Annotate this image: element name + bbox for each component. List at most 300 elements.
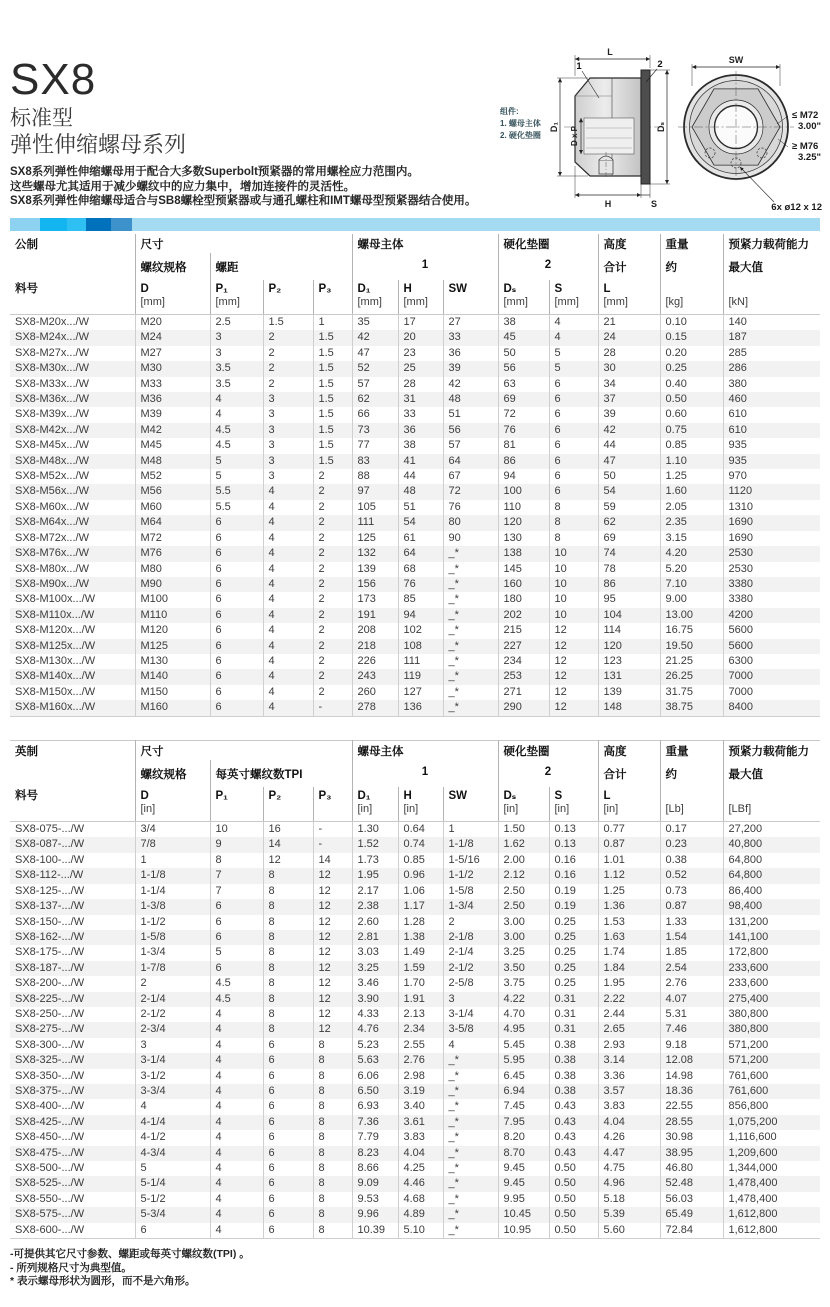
description-line: 这些螺母尤其适用于减少螺纹中的应力集中，增加连接件的灵活性。 — [10, 180, 355, 193]
sub-nut-number: 1 — [352, 253, 498, 280]
table-row — [10, 639, 820, 654]
table-cell: 0.87 — [598, 837, 660, 852]
table-cell: 227 — [498, 639, 549, 654]
table-cell: 47 — [598, 454, 660, 469]
table-cell: 6 — [210, 654, 263, 669]
table-cell: 4.75 — [598, 1161, 660, 1176]
table-gap — [10, 717, 820, 737]
table-cell: _* — [443, 1053, 498, 1068]
table-cell: 9.53 — [352, 1192, 398, 1207]
description-line: SX8系列弹性伸缩螺母用于配合大多数Superbolt预紧器的常用螺栓应力范围内。 — [10, 166, 419, 178]
table-cell: 0.50 — [549, 1223, 598, 1239]
table-cell: 8 — [313, 1192, 352, 1207]
table-cell: 7/8 — [135, 837, 210, 852]
table-cell: M36 — [135, 392, 210, 407]
column-header: L [in] — [598, 787, 660, 822]
table-cell: 571,200 — [723, 1038, 820, 1053]
table-cell: 1.84 — [598, 961, 660, 976]
imperial-group-header-row — [10, 740, 820, 760]
table-cell: 125 — [352, 531, 398, 546]
column-header: S [in] — [549, 787, 598, 822]
table-cell: - — [313, 700, 352, 716]
table-cell: 0.87 — [660, 899, 723, 914]
table-cell: 187 — [723, 330, 820, 345]
table-cell: 180 — [498, 592, 549, 607]
table-cell: 54 — [598, 484, 660, 499]
table-cell: 5.95 — [498, 1053, 549, 1068]
table-cell: SX8-M125x.../W — [15, 639, 96, 652]
metric-sub-header-row — [10, 253, 820, 280]
table-cell: 160 — [498, 577, 549, 592]
table-cell: SX8-150-.../W — [15, 915, 85, 928]
table-cell: _* — [443, 1223, 498, 1239]
table-cell: 31.75 — [660, 685, 723, 700]
table-cell: 1-3/4 — [135, 945, 210, 960]
table-cell: _* — [443, 1146, 498, 1161]
table-cell: 5 — [549, 361, 598, 376]
table-cell: 6.45 — [498, 1069, 549, 1084]
table-cell: SX8-M27x.../W — [15, 346, 89, 359]
table-cell: 2.34 — [398, 1022, 443, 1037]
table-cell: 13.00 — [660, 608, 723, 623]
table-cell: 64,800 — [723, 853, 820, 868]
table-cell: 285 — [723, 346, 820, 361]
table-cell: 8.20 — [498, 1130, 549, 1145]
table-cell: M150 — [135, 685, 210, 700]
table-cell: 1.01 — [598, 853, 660, 868]
table-cell: 57 — [352, 377, 398, 392]
table-cell: 83 — [352, 454, 398, 469]
table-cell: 130 — [498, 531, 549, 546]
table-cell: 2 — [135, 976, 210, 991]
table-cell: 1.5 — [313, 454, 352, 469]
table-row — [10, 1223, 820, 1239]
table-cell: 78 — [598, 562, 660, 577]
group-nut-body: 螺母主体 — [352, 740, 498, 760]
table-cell: 1690 — [723, 531, 820, 546]
table-row — [10, 377, 820, 392]
table-cell: SX8-125-.../W — [15, 884, 85, 897]
table-cell: 8 — [263, 915, 313, 930]
table-cell: SX8-M52x.../W — [15, 470, 89, 483]
table-cell: 1.28 — [398, 915, 443, 930]
table-cell: 5600 — [723, 623, 820, 638]
table-cell: 3/4 — [135, 822, 210, 838]
table-cell: 1-5/8 — [135, 930, 210, 945]
table-cell: 6 — [549, 454, 598, 469]
table-cell: 8 — [263, 961, 313, 976]
table-cell: SX8-M24x.../W — [15, 331, 89, 344]
table-cell: 208 — [352, 623, 398, 638]
table-cell: 66 — [352, 407, 398, 422]
table-cell: 131,200 — [723, 915, 820, 930]
table-cell: 4 — [210, 1130, 263, 1145]
table-cell: 233,600 — [723, 976, 820, 991]
table-cell: _* — [443, 608, 498, 623]
metric-table — [10, 234, 820, 717]
table-cell: 3 — [263, 392, 313, 407]
footnote-line: * 表示螺母形状为圆形，而不是六角形。 — [10, 1275, 196, 1288]
table-cell: 12 — [549, 669, 598, 684]
table-cell: 234 — [498, 654, 549, 669]
spec-size-large: ≥ M76 — [792, 141, 819, 152]
table-cell: SX8-M160x.../W — [10, 700, 135, 716]
holes-note: 6x ø12 x 12 — [771, 202, 822, 213]
table-cell: 47 — [352, 346, 398, 361]
table-cell: 4.26 — [598, 1130, 660, 1145]
table-row — [10, 669, 820, 684]
table-cell: 4 — [263, 577, 313, 592]
table-cell: 1.95 — [352, 868, 398, 883]
table-row — [10, 608, 820, 623]
group-preload: 预紧力载荷能力 — [723, 234, 820, 254]
column-header: Dₛ [in] — [498, 787, 549, 822]
table-cell: 8 — [549, 500, 598, 515]
table-cell: 12 — [313, 930, 352, 945]
table-cell: 0.50 — [660, 392, 723, 407]
table-cell: 2.81 — [352, 930, 398, 945]
group-size: 尺寸 — [135, 234, 352, 254]
table-cell: 0.43 — [549, 1130, 598, 1145]
table-cell: 7 — [210, 884, 263, 899]
table-cell: 34 — [598, 377, 660, 392]
table-cell: SX8-M45x.../W — [15, 439, 89, 452]
footnote-line: -可提供其它尺寸参数、螺距或每英寸螺纹数(TPI) 。 — [10, 1248, 250, 1261]
table-cell: 7.95 — [498, 1115, 549, 1130]
table-cell: 12 — [549, 623, 598, 638]
table-cell: 7.79 — [352, 1130, 398, 1145]
table-cell: 4.76 — [352, 1022, 398, 1037]
table-cell: 8 — [313, 1069, 352, 1084]
table-cell: 0.15 — [660, 330, 723, 345]
table-cell: 19.50 — [660, 639, 723, 654]
table-cell: 10 — [549, 592, 598, 607]
table-row — [10, 961, 820, 976]
table-cell: 4200 — [723, 608, 820, 623]
table-cell: 1 — [443, 822, 498, 838]
table-cell: 5.5 — [210, 500, 263, 515]
table-cell: 48 — [443, 392, 498, 407]
table-cell: 52.48 — [660, 1176, 723, 1191]
front-view — [678, 55, 822, 213]
table-cell: 138 — [498, 546, 549, 561]
table-cell: 5.63 — [352, 1053, 398, 1068]
table-cell: 39 — [598, 407, 660, 422]
table-cell: 2 — [313, 669, 352, 684]
table-cell: 0.40 — [660, 377, 723, 392]
table-cell: SX8-M76x.../W — [15, 547, 89, 560]
table-cell: 23 — [398, 346, 443, 361]
table-cell: 0.64 — [398, 822, 443, 838]
table-cell: 12 — [313, 945, 352, 960]
table-cell: 33 — [443, 330, 498, 345]
table-cell: 123 — [598, 654, 660, 669]
sub-max: 最大值 — [723, 253, 820, 280]
table-cell: 5.20 — [660, 562, 723, 577]
table-cell: 85 — [398, 592, 443, 607]
table-row — [10, 1130, 820, 1145]
table-cell: 6 — [263, 1038, 313, 1053]
table-cell: 6 — [210, 531, 263, 546]
table-cell: 2-1/2 — [135, 1007, 210, 1022]
table-row — [10, 531, 820, 546]
table-cell: 102 — [398, 623, 443, 638]
table-row — [10, 346, 820, 361]
table-cell: 4 — [210, 1053, 263, 1068]
table-cell: 110 — [498, 500, 549, 515]
table-cell: 3.90 — [352, 992, 398, 1007]
table-cell: 233,600 — [723, 961, 820, 976]
table-cell: SX8-M120x.../W — [15, 624, 96, 637]
table-cell: 6 — [549, 423, 598, 438]
table-cell: 0.17 — [660, 822, 723, 838]
table-cell: SX8-087-.../W — [15, 838, 85, 851]
table-cell: 460 — [723, 392, 820, 407]
table-cell: 226 — [352, 654, 398, 669]
table-cell: SX8-M60x.../W — [15, 500, 89, 513]
table-cell: 5.60 — [598, 1223, 660, 1239]
sub-washer-number: 2 — [498, 253, 598, 280]
table-cell: 6 — [210, 608, 263, 623]
group-size: 尺寸 — [135, 740, 352, 760]
table-cell: 12 — [313, 884, 352, 899]
table-cell: 22.55 — [660, 1099, 723, 1114]
column-header: P₃ — [313, 280, 352, 315]
sub-nut-number: 1 — [352, 760, 498, 787]
table-cell: 9 — [210, 837, 263, 852]
column-header: P₃ — [313, 787, 352, 822]
table-cell: 2.50 — [498, 899, 549, 914]
table-cell: 8 — [263, 976, 313, 991]
table-row — [10, 884, 820, 899]
table-cell: 1.50 — [498, 822, 549, 838]
sub-total: 合计 — [598, 760, 660, 787]
table-cell: 9.45 — [498, 1176, 549, 1191]
table-cell: 6 — [210, 515, 263, 530]
group-height: 高度 — [598, 740, 660, 760]
table-cell: 69 — [498, 392, 549, 407]
group-weight: 重量 — [660, 234, 723, 254]
table-cell: M56 — [135, 484, 210, 499]
table-cell: 12 — [313, 1007, 352, 1022]
table-cell: 2 — [313, 577, 352, 592]
column-header: SW — [443, 787, 498, 822]
table-cell: 2.44 — [598, 1007, 660, 1022]
table-cell: 0.38 — [549, 1038, 598, 1053]
table-cell: 935 — [723, 438, 820, 453]
table-cell: 2 — [313, 515, 352, 530]
table-cell: 2-1/2 — [443, 961, 498, 976]
table-cell: SX8-475-.../W — [15, 1146, 85, 1159]
table-cell: 64 — [443, 454, 498, 469]
table-cell: 0.31 — [549, 1022, 598, 1037]
table-cell: 275,400 — [723, 992, 820, 1007]
table-row — [10, 1099, 820, 1114]
table-cell: 0.50 — [549, 1176, 598, 1191]
table-cell: 3.15 — [660, 531, 723, 546]
table-cell: 970 — [723, 469, 820, 484]
table-cell: 2 — [313, 562, 352, 577]
table-cell: 3.61 — [398, 1115, 443, 1130]
table-cell: 4.33 — [352, 1007, 398, 1022]
table-cell: 0.43 — [549, 1099, 598, 1114]
table-cell: 1690 — [723, 515, 820, 530]
table-cell: 8 — [549, 515, 598, 530]
sub-tpi: 每英寸螺纹数TPI — [210, 760, 352, 787]
group-system: 英制 — [15, 745, 38, 758]
table-cell: 2 — [263, 377, 313, 392]
table-cell: 173 — [352, 592, 398, 607]
table-cell: 8 — [313, 1099, 352, 1114]
table-cell: 8400 — [723, 700, 820, 716]
table-cell: 136 — [398, 700, 443, 716]
table-cell: 8 — [313, 1176, 352, 1191]
table-cell: M20 — [135, 315, 210, 331]
table-cell: 286 — [723, 361, 820, 376]
table-cell: 8 — [263, 945, 313, 960]
table-cell: 27,200 — [723, 822, 820, 838]
table-cell: 108 — [398, 639, 443, 654]
table-cell: SX8-400-.../W — [15, 1100, 85, 1113]
imperial-sub-header-row — [10, 760, 820, 787]
column-header: 料号 — [10, 787, 135, 822]
table-cell: 4 — [210, 1022, 263, 1037]
table-cell: 3.14 — [598, 1053, 660, 1068]
table-cell: 4 — [210, 1223, 263, 1239]
table-cell: 761,600 — [723, 1084, 820, 1099]
table-cell: 1,612,800 — [723, 1207, 820, 1222]
table-cell: 76 — [498, 423, 549, 438]
table-cell: 10 — [210, 822, 263, 838]
table-cell: 139 — [352, 562, 398, 577]
table-cell: SX8-450-.../W — [15, 1131, 85, 1144]
table-cell: M42 — [135, 423, 210, 438]
table-cell: 4 — [210, 1007, 263, 1022]
table-cell: 57 — [443, 438, 498, 453]
table-cell: 17 — [398, 315, 443, 331]
table-cell: 3 — [443, 992, 498, 1007]
table-cell: 4 — [210, 1084, 263, 1099]
table-cell: 0.10 — [660, 315, 723, 331]
table-cell: 0.13 — [549, 822, 598, 838]
table-cell: 140 — [723, 315, 820, 331]
table-cell: 4.5 — [210, 423, 263, 438]
table-cell: M24 — [135, 330, 210, 345]
table-cell: 6.50 — [352, 1084, 398, 1099]
table-cell: 3 — [263, 423, 313, 438]
table-cell: 6 — [263, 1115, 313, 1130]
table-cell: 610 — [723, 423, 820, 438]
page-subtitle-type: 标准型 — [10, 107, 73, 130]
table-cell: 2 — [313, 608, 352, 623]
table-row — [10, 822, 820, 838]
table-cell: 3 — [263, 438, 313, 453]
table-cell: _* — [443, 685, 498, 700]
table-cell: 4 — [263, 500, 313, 515]
table-cell: 20 — [398, 330, 443, 345]
table-cell: - — [313, 822, 352, 838]
table-cell: 2.05 — [660, 500, 723, 515]
table-cell: SX8-M48x.../W — [15, 454, 89, 467]
table-cell: 6 — [263, 1192, 313, 1207]
dim-D1: D₁ — [549, 121, 559, 133]
table-cell: 2-1/4 — [135, 992, 210, 1007]
table-cell: 120 — [498, 515, 549, 530]
table-cell: 8 — [210, 853, 263, 868]
table-cell: 0.74 — [398, 837, 443, 852]
table-cell: 4 — [210, 392, 263, 407]
table-cell: _* — [443, 1192, 498, 1207]
table-cell: 8 — [263, 1022, 313, 1037]
table-cell: 3.03 — [352, 945, 398, 960]
table-cell: 36 — [443, 346, 498, 361]
table-cell: _* — [443, 639, 498, 654]
legend-item-2: 2. 硬化垫圈 — [500, 131, 541, 140]
table-cell: 5.23 — [352, 1038, 398, 1053]
table-cell: 16 — [263, 822, 313, 838]
table-cell: 42 — [352, 330, 398, 345]
table-cell: 0.19 — [549, 884, 598, 899]
table-cell: 21.25 — [660, 654, 723, 669]
table-cell: 2.76 — [660, 976, 723, 991]
table-cell: 2-3/4 — [135, 1022, 210, 1037]
table-cell: 4 — [263, 685, 313, 700]
imperial-column-header-row — [10, 787, 820, 822]
nut-drawing-svg — [478, 26, 830, 218]
table-cell: M39 — [135, 407, 210, 422]
table-row — [10, 330, 820, 345]
metric-group-header-row — [10, 234, 820, 254]
table-cell: 12 — [313, 899, 352, 914]
table-cell: 0.25 — [549, 930, 598, 945]
table-cell: 72.84 — [660, 1223, 723, 1239]
table-cell: 1-1/8 — [135, 868, 210, 883]
table-cell: 5600 — [723, 639, 820, 654]
table-cell: 2.54 — [660, 961, 723, 976]
table-cell: 2-1/8 — [443, 930, 498, 945]
table-cell: 4 — [263, 484, 313, 499]
table-row — [10, 592, 820, 607]
column-header: D [in] — [135, 787, 210, 822]
table-cell: 16.75 — [660, 623, 723, 638]
table-cell: 6 — [263, 1130, 313, 1145]
table-row — [10, 685, 820, 700]
table-cell: M45 — [135, 438, 210, 453]
table-cell: _* — [443, 1099, 498, 1114]
table-cell: 38 — [498, 315, 549, 331]
table-cell: 114 — [598, 623, 660, 638]
table-row — [10, 562, 820, 577]
table-cell: 7.36 — [352, 1115, 398, 1130]
table-row — [10, 976, 820, 991]
table-cell: SX8-225-.../W — [15, 992, 85, 1005]
table-cell: 8 — [313, 1207, 352, 1222]
table-cell: 33 — [398, 407, 443, 422]
table-cell: 27 — [443, 315, 498, 331]
table-cell: 1.06 — [398, 884, 443, 899]
table-row — [10, 438, 820, 453]
table-cell: M110 — [135, 608, 210, 623]
table-cell: 141,100 — [723, 930, 820, 945]
accent-bar-segment — [67, 218, 86, 231]
table-cell: 4 — [263, 531, 313, 546]
table-cell: SX8-275-.../W — [15, 1023, 85, 1036]
table-cell: 67 — [443, 469, 498, 484]
table-cell: 2.35 — [660, 515, 723, 530]
table-cell: 1.5 — [263, 315, 313, 331]
table-cell: 8 — [549, 531, 598, 546]
table-row — [10, 1207, 820, 1222]
